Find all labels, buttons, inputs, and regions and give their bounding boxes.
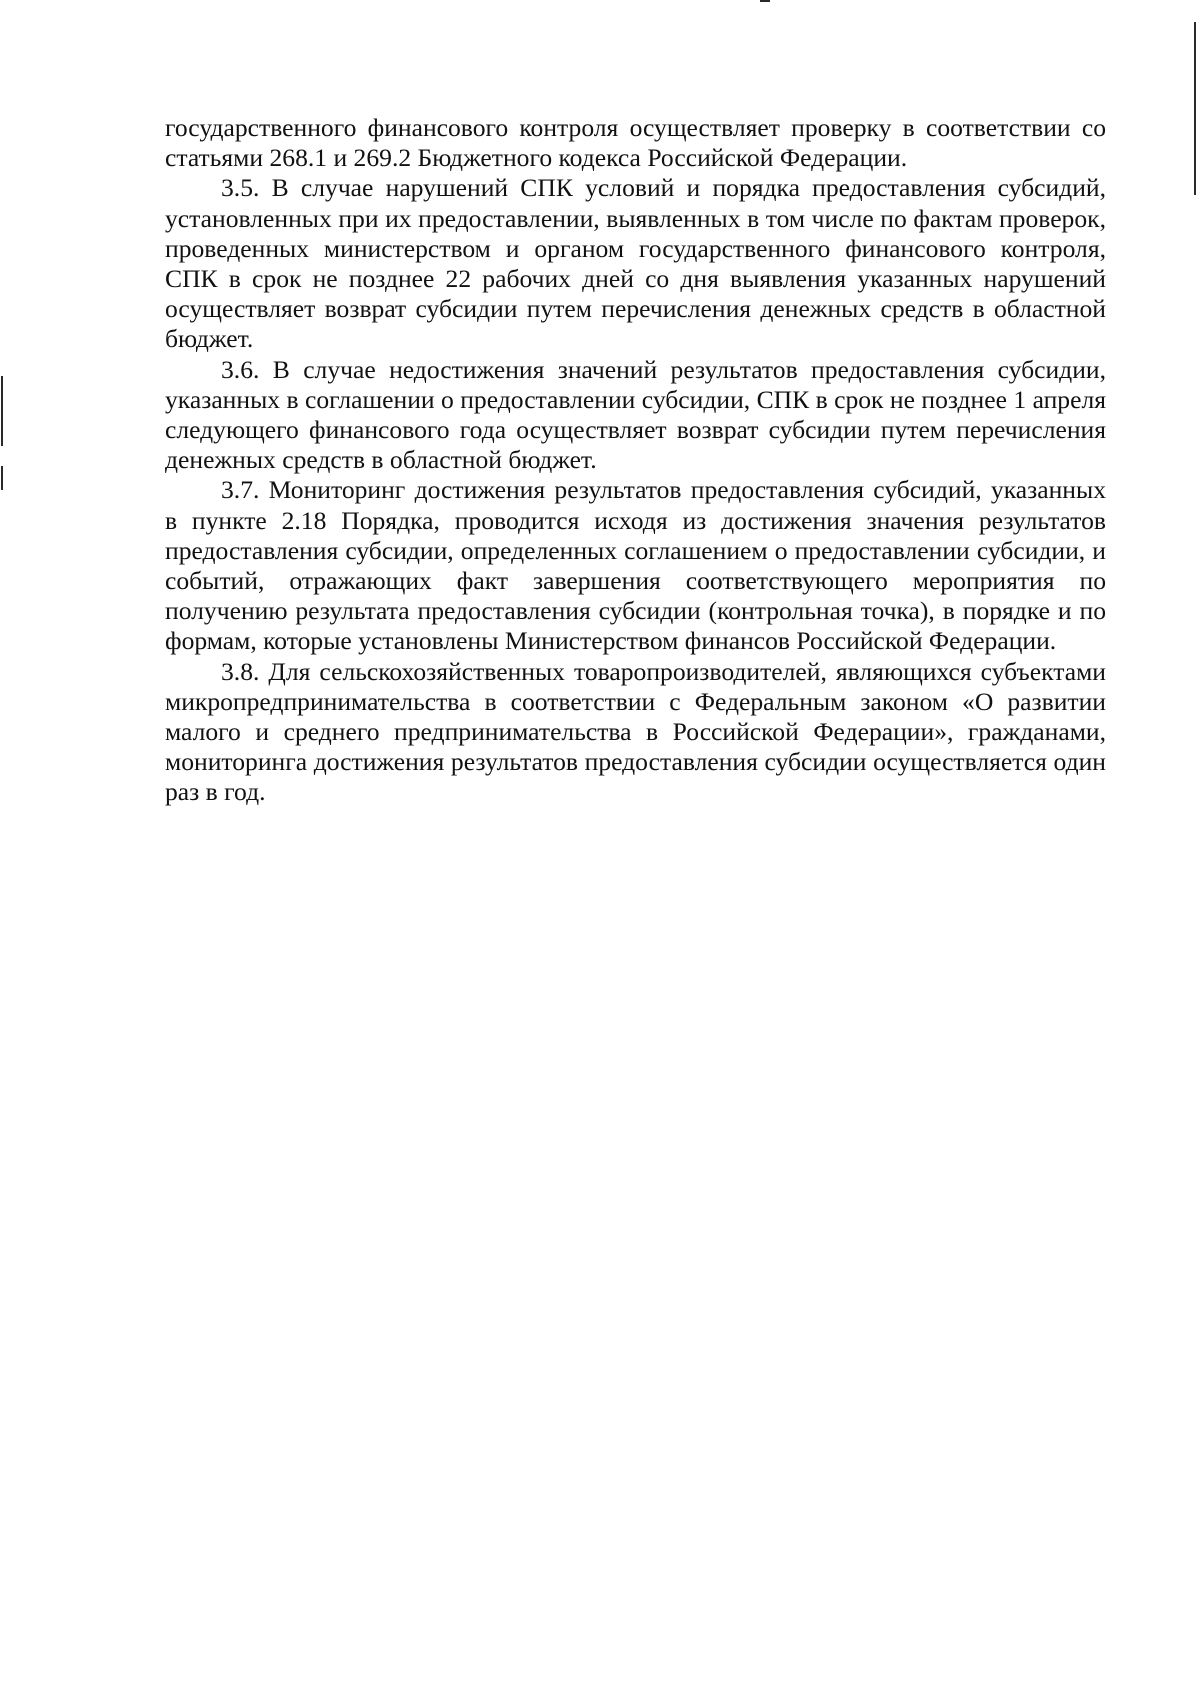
scan-artifact-right-edge xyxy=(1194,22,1196,195)
paragraph-3-5: 3.5. В случае нарушений СПК условий и порядка предоставления субсидий, установленных при их предоставлении, выявленных в том числе по фактам проверок, проведенных министерством и органом государственного финансового контроля, СПК в срок не позднее 22 рабочих дней со дня выявления указанных нарушений осуществляет возврат субсидии путем перечисления денежных средств в областной бюджет. xyxy=(165,173,1106,354)
scan-artifact-left-edge xyxy=(1,376,3,446)
paragraph-3-6: 3.6. В случае недостижения значений результатов предоставления субсидии, указанных в соглашении о предоставлении субсидии, СПК в срок не позднее 1 апреля следующего финансового года осуществляет возврат субсидии путем перечисления денежных средств в областной бюджет. xyxy=(165,354,1106,475)
paragraph-continuation: государственного финансового контроля осуществляет проверку в соответствии со статьями 268.1 и 269.2 Бюджетного кодекса Российской Федерации. xyxy=(165,113,1106,173)
paragraph-3-8: 3.8. Для сельскохозяйственных товаропроизводителей, являющихся субъектами микропредпринимательства в соответствии с Федеральным законом «О развитии малого и среднего предпринимательства в Российской Федерации», гражданами, мониторинга достижения результатов предоставления субсидии осуществляется один раз в год. xyxy=(165,656,1106,807)
scan-artifact-top xyxy=(760,0,770,2)
document-body xyxy=(165,113,1106,808)
paragraph-3-7: 3.7. Мониторинг достижения результатов предоставления субсидий, указанных в пункте 2.18 Порядка, проводится исходя из достижения значения результатов предоставления субсидии, определенных соглашением о предоставлении субсидии, и событий, отражающих факт завершения соответствующего мероприятия по получению результата предоставления субсидии (контрольная точка), в порядке и по формам, которые установлены Министерством финансов Российской Федерации. xyxy=(165,475,1106,656)
scan-artifact-left-edge-lower xyxy=(1,466,3,490)
